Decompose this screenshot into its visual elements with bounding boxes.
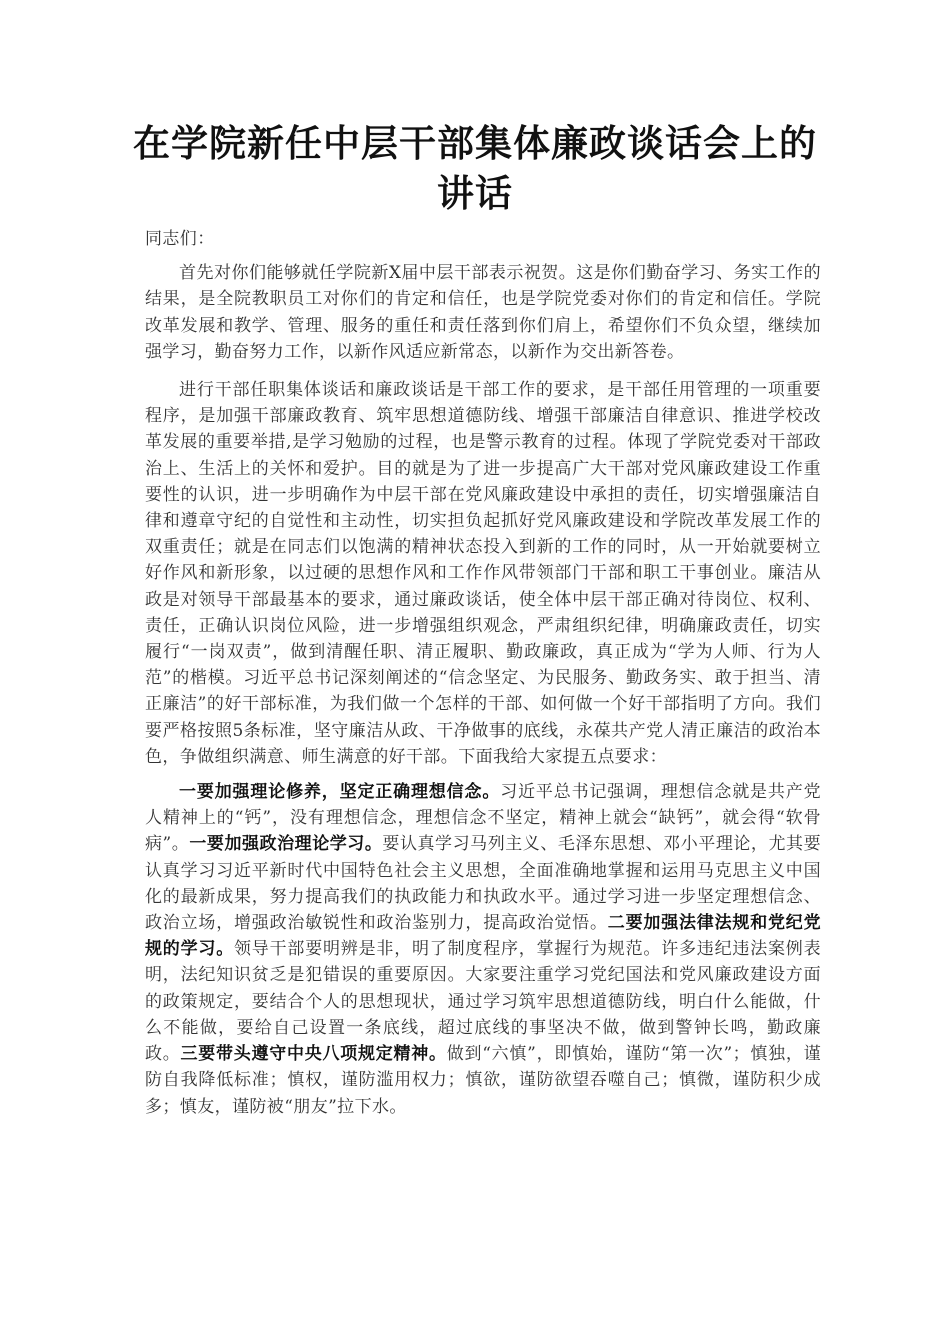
- requirement-heading-4: 三要带头遵守中央八项规定精神。: [180, 1044, 447, 1065]
- paragraph-congratulations: 首先对你们能够就任学院新X届中层干部表示祝贺。这是你们勤奋学习、务实工作的结果，是全院教职员工对你们的肯定和信任，也是学院党委对你们的肯定和信任。学院改革发展和教学、管理、服务的重任和责任落到你们肩上，希望你们不负众望，继续加强学习，勤奋努力工作，以新作风适应新常态，以新作为交出新答卷。: [145, 263, 821, 362]
- paragraph-purpose: 进行干部任职集体谈话和廉政谈话是干部工作的要求，是干部任用管理的一项重要程序，是加强干部廉政教育、筑牢思想道德防线、增强干部廉洁自律意识、推进学校改革发展的重要举措,是学习勉励的过程，也是警示教育的过程。体现了学院党委对干部政治上、生活上的关怀和爱护。目的就是为了进一步提高广大干部对党风廉政建设工作重要性的认识，进一步明确作为中层干部在党风廉政建设中承担的责任，切实增强廉洁自律和遵章守纪的自觉性和主动性，切实担负起抓好党风廉政建设和学院改革发展工作的双重责任；就是在同志们以饱满的精神状态投入到新的工作的同时，从一开始就要树立好作风和新形象，以过硬的思想作风和工作作风带领部门干部和职工干事创业。廉洁从政是对领导干部最基本的要求，通过廉政谈话，使全体中层干部正确对待岗位、权利、责任，正确认识岗位风险，进一步增强组织观念，严肃组织纪律，明确廉政责任，切实履行“一岗双责”，做到清醒任职、清正履职、勤政廉政，真正成为“学为人师、行为人范”的楷模。习近平总书记深刻阐述的“信念坚定、为民服务、勤政务实、敢于担当、清正廉洁”的好干部标准，为我们做一个怎样的干部、如何做一个好干部指明了方向。我们要严格按照5条标准，坚守廉洁从政、干净做事的底线，永葆共产党人清正廉洁的政治本色，争做组织满意、师生满意的好干部。下面我给大家提五点要求：: [145, 380, 821, 767]
- requirement-heading-3: 二要加强法律法规和党纪党规的学习。: [145, 913, 821, 960]
- requirement-heading-2: 一要加强政治理论学习。: [189, 834, 383, 855]
- paragraph-requirements: [145, 779, 821, 1120]
- requirement-text-3: 领导干部要明辨是非，明了制度程序，掌握行为规范。许多违纪违法案例表明，法纪知识贫乏是犯错误的重要原因。大家要注重学习党纪国法和党风廉政建设方面的政策规定，要结合个人的思想现状，通过学习筑牢思想道德防线，明白什么能做，什么不能做，要给自己设置一条底线，超过底线的事坚决不做，做到警钟长鸣，勤政廉政。: [145, 939, 821, 1065]
- salutation: 同志们：: [145, 229, 215, 249]
- requirement-text-2: 要认真学习马列主义、毛泽东思想、邓小平理论，尤其要认真学习习近平新时代中国特色社会主义思想，全面准确地掌握和运用马克思主义中国化的最新成果，努力提高我们的执政能力和执政水平。通过学习进一步坚定理想信念、政治立场，增强政治敏锐性和政治鉴别力，提高政治觉悟。: [145, 834, 821, 934]
- requirement-text-4: 做到“六慎”，即慎始，谨防“第一次”；慎独，谨防自我降低标准；慎权，谨防滥用权力；慎欲，谨防欲望吞噬自己；慎微，谨防积少成多；慎友，谨防被“朋友”拉下水。: [145, 1044, 821, 1117]
- document-title: 在学院新任中层干部集体廉政谈话会上的讲话: [133, 121, 817, 215]
- document-body: [145, 226, 821, 1132]
- requirement-text-1: 习近平总书记强调，理想信念就是共产党人精神上的“钙”，没有理想信念，理想信念不坚定，精神上就会“缺钙”，就会得“软骨病”。: [145, 782, 821, 855]
- requirement-heading-1: 一要加强理论修养，坚定正确理想信念。: [179, 782, 501, 803]
